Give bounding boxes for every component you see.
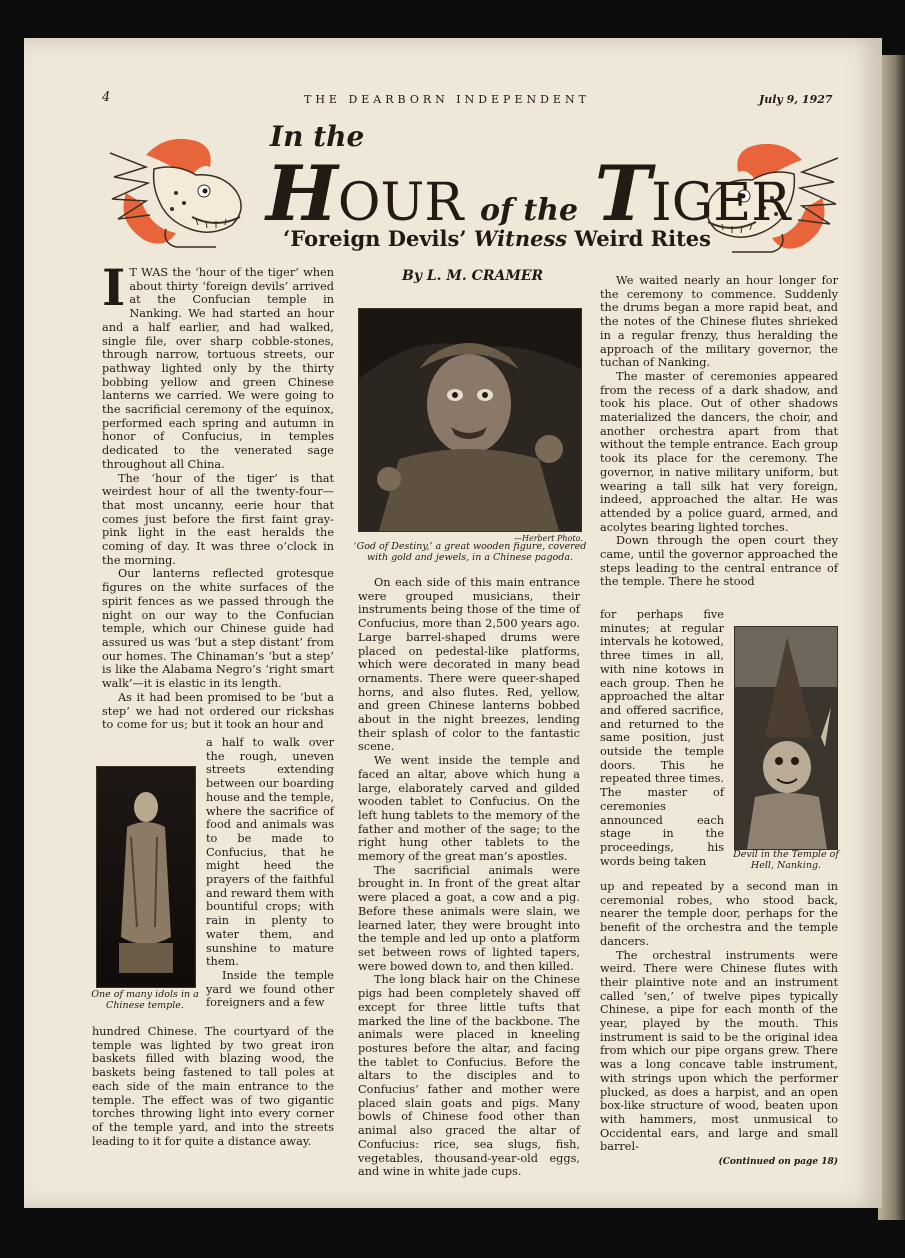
paragraph: hundred Chinese. The courtyard of the temple was lighted by two great iron baskets filled with blazing wood, the baskets being fastened to tall poles at each side of the main entrance to the temple. The effect was of two gigantic torches throwing light into every corner of the temple yard, and into the streets leading to it for quite a distance away. bbox=[92, 1025, 334, 1148]
title-t-initial: T bbox=[594, 149, 652, 238]
temple-devil-photo bbox=[734, 626, 838, 850]
masthead: THE DEARBORN INDEPENDENT bbox=[304, 93, 590, 106]
continuation-note: (Continued on page 18) bbox=[718, 1157, 838, 1168]
subtitle-part-b: Witness bbox=[473, 226, 568, 251]
drop-cap: I bbox=[102, 258, 126, 317]
column-3-top bbox=[600, 274, 838, 589]
column-1-top bbox=[102, 258, 334, 732]
article-subtitle bbox=[283, 226, 711, 251]
paragraph: Our lanterns reflected grotesque figures on the white surfaces of the spirit fences as we passed through the night on our way to the Confucian temple, which our Chinese guide had assured us was ‘but a step distant’ from our homes. The Chinaman’s ‘but a step’ is like the Alabama Negro’s ‘right smart walk’—it is elastic in its length. bbox=[102, 567, 334, 691]
magazine-spine bbox=[878, 55, 905, 1220]
title-of-the: of the bbox=[479, 193, 579, 228]
title-iger: IGER bbox=[651, 173, 791, 233]
column-1-bottom bbox=[92, 1025, 334, 1148]
devil-caption: Devil in the Temple of Hell, Nanking. bbox=[733, 849, 839, 871]
magazine-page bbox=[24, 38, 882, 1208]
column-2 bbox=[358, 576, 580, 1179]
paragraph: The sacrificial animals were brought in. In front of the great altar were placed a goat, a cow and a pig. Before these animals were slain, we learned later, they were brought into the temple and led up onto a platform set between rows of lighted tapers, were bowed down to, and then killed. bbox=[358, 863, 580, 973]
column-1-beside-photo bbox=[206, 736, 334, 1010]
idol-caption: One of many idols in a Chinese temple. bbox=[91, 989, 199, 1011]
paragraph: On each side of this main entrance were grouped musicians, their instruments being those of the time of Confucius, more than 2,500 years ago. Large barrel-shaped drums were placed on pedestal-like platforms, which were decorated in many bead ornaments. There were queer-shaped horns, and also flutes. Red, yellow, and green Chinese lanterns bobbed about in the night breezes, lending their splash of color to the fantastic scene. bbox=[358, 576, 580, 754]
paragraph: The orchestral instruments were weird. There were Chinese flutes with their plaintive note and an instrument called ‘sen,’ of twelve pipes typically Chinese, a pipe for each month of the year, played by the mouth. This instrument is said to be the original idea from which our pipe organs grew. There was a long concave table instrument, with strings upon which the performer plucked, as does a harpist, and an open box-like structure of wood, beaten upon with hammers, most unmusical to Occidental ears, and large and small barrel- bbox=[600, 948, 838, 1154]
paragraph: Inside the temple yard we found other foreigners and a few bbox=[206, 968, 334, 1010]
paragraph bbox=[102, 258, 334, 472]
god-of-destiny-caption: ‘God of Destiny,’ a great wooden figure, covered with gold and jewels, in a Chinese pagoda. bbox=[353, 541, 587, 563]
subtitle-part-c: Weird Rites bbox=[574, 226, 711, 251]
god-of-destiny-photo bbox=[358, 308, 582, 532]
paragraph: The master of ceremonies appeared from the recess of a dark shadow, and took his place. Out of other shadows materialized the dancers, the choir, and another orchestra apart from that without the temple entrance. Each group took its place for the ceremony. The governor, in native military uniform, but wearing a tall silk hat very foreign, indeed, approached the altar. He was attended by a police guard, armed, and acolytes bearing lighted torches. bbox=[600, 369, 838, 534]
byline: By L. M. CRAMER bbox=[402, 268, 544, 284]
paragraph: up and repeated by a second man in ceremonial robes, who stood back, nearer the temple door, perhaps for the benefit of the orchestra and the temple dancers. bbox=[600, 880, 838, 948]
title-h-initial: H bbox=[266, 149, 338, 238]
paragraph: for perhaps five minutes; at regular intervals he kotowed, three times in all, with nine kotows in each group. Then he approached the altar and offered sacrifice, and returned to the same position, just outside the temple doors. This he repeated three times. The master of ceremonies announced each stage in the proceedings, his words being taken bbox=[600, 608, 724, 868]
subtitle-part-a: ‘Foreign Devils’ bbox=[283, 226, 467, 251]
continuation-note-wrap bbox=[600, 1154, 838, 1170]
photo-credit: —Herbert Photo. bbox=[514, 534, 583, 543]
title-line-1: In the bbox=[270, 120, 365, 153]
paragraph: The long black hair on the Chinese pigs had been completely shaved off except for three little tufts that marked the line of the backbone. The animals were placed in kneeling postures before the altar, and facing the tablet to Confucius. Before the altars to the disciples and to Confucius’ father and mother were placed slain goats and pigs. Many bowls of Chinese food other than animal also graced the altar of Confucius: rice, sea slugs, fish, vegetables, thousand-year-old eggs, and wine in white jade cups. bbox=[358, 973, 580, 1179]
paragraph: We went inside the temple and faced an altar, above which hung a large, elaborately carved and gilded wooden tablet to Confucius. On the left hung tablets to the memory of the father and mother of the sage; to the right hung other tablets to the memory of the great man’s apostles. bbox=[358, 754, 580, 864]
paragraph: a half to walk over the rough, uneven streets extending between our boarding house and the temple, where the sacrifice of food and animals was to be made to Confucius, that he might heed the prayers of the faithful and reward them with bountiful crops; with rain in plenty to water them, and sunshine to mature them. bbox=[206, 736, 334, 969]
column-3-bottom bbox=[600, 880, 838, 1170]
page-number: 4 bbox=[102, 90, 111, 105]
paragraph: Down through the open court they came, until the governor approached the steps leading to the central entrance of the temple. There he stood bbox=[600, 534, 838, 589]
dragon-left-illustration bbox=[106, 133, 258, 253]
paragraph: As it had been promised to be ‘but a step’ we had not ordered our rickshas to come for us; but it took an hour and bbox=[102, 690, 334, 732]
issue-date: July 9, 1927 bbox=[759, 93, 833, 106]
paragraph: The ‘hour of the tiger’ is that weirdest hour of all the twenty-four—that most uncanny, eerie hour that comes just before the first faint gray-pink light in the east heralds the coming of day. It was three o’clock in the morning. bbox=[102, 471, 334, 567]
idol-photo bbox=[96, 766, 196, 988]
paragraph-text: T WAS the ‘hour of the tiger’ when about thirty ‘foreign devils’ arrived at the Confucian temple in Nanking. We had started an hour and a half earlier, and had walked, single file, over sharp cobble-stones, through narrow, tortuous streets, our pathway lighted only by the thirty bobbing yellow and green Chinese lanterns we carried. We were going to the sacrificial ceremony of the equinox, performed each spring and autumn in honor of Confucius, in temples dedicated to the venerated sage throughout all China. bbox=[102, 266, 334, 471]
running-header bbox=[24, 90, 882, 113]
column-3-beside-photo bbox=[600, 608, 724, 868]
paragraph: We waited nearly an hour longer for the ceremony to commence. Suddenly the drums began a more rapid beat, and the notes of the Chinese flutes shrieked in a regular frenzy, thus heralding the approach of the military governor, the tuchan of Nanking. bbox=[600, 274, 838, 370]
title-our: OUR bbox=[337, 173, 464, 233]
